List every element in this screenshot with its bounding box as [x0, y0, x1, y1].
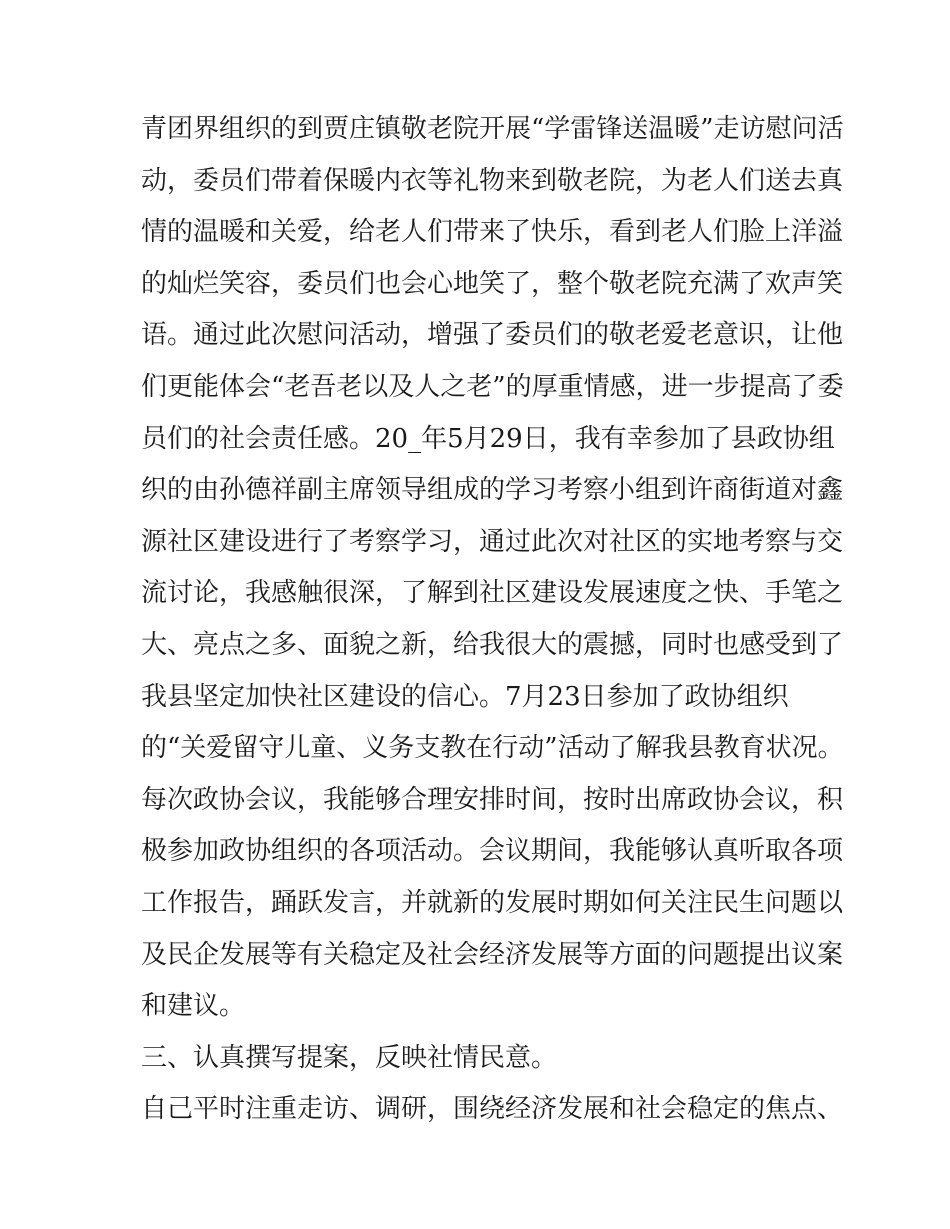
text-line: 源社区建设进行了考察学习，通过此次对社区的实地考察与交	[141, 526, 844, 557]
text-line: 员们的社会责任感。20_年5月29日，我有幸参加了县政协组	[141, 423, 835, 454]
text-line: 我县坚定加快社区建设的信心。7月23日参加了政协组织	[141, 681, 789, 712]
text-line: 极参加政协组织的各项活动。会议期间，我能够认真听取各项	[141, 836, 844, 867]
text-line: 的“关爱留守儿童、义务支教在行动”活动了解我县教育状况。	[141, 733, 844, 764]
text-line: 青团界组织的到贾庄镇敬老院开展“学雷锋送温暖”走访慰问活	[141, 114, 844, 144]
text-line: 及民企发展等有关稳定及社会经济发展等方面的问题提出议案	[141, 939, 844, 970]
body-text	[141, 104, 844, 1136]
text-line: 大、亮点之多、面貌之新，给我很大的震撼，同时也感受到了	[141, 629, 844, 660]
text-line: 每次政协会议，我能够合理安排时间，按时出席政协会议，积	[141, 784, 844, 815]
text-line: 情的温暖和关爱，给老人们带来了快乐，看到老人们脸上洋溢	[141, 217, 844, 248]
text-line: 流讨论，我感触很深，了解到社区建设发展速度之快、手笔之	[141, 578, 844, 609]
text-line: 自己平时注重走访、调研，围绕经济发展和社会稳定的焦点、	[141, 1094, 844, 1125]
text-line: 工作报告，踊跃发言，并就新的发展时期如何关注民生问题以	[141, 887, 844, 918]
text-line: 们更能体会“老吾老以及人之老”的厚重情感，进一步提高了委	[141, 371, 844, 402]
text-line: 语。通过此次慰问活动，增强了委员们的敬老爱老意识，让他	[141, 320, 844, 351]
text-line: 和建议。	[141, 991, 246, 1022]
section-heading: 三、认真撰写提案，反映社情民意。	[141, 1042, 558, 1073]
text-line: 织的由孙德祥副主席领导组成的学习考察小组到许商街道对鑫	[141, 475, 844, 506]
text-line: 动，委员们带着保暖内衣等礼物来到敬老院，为老人们送去真	[141, 165, 844, 196]
text-line: 的灿烂笑容，委员们也会心地笑了，整个敬老院充满了欢声笑	[141, 268, 844, 299]
